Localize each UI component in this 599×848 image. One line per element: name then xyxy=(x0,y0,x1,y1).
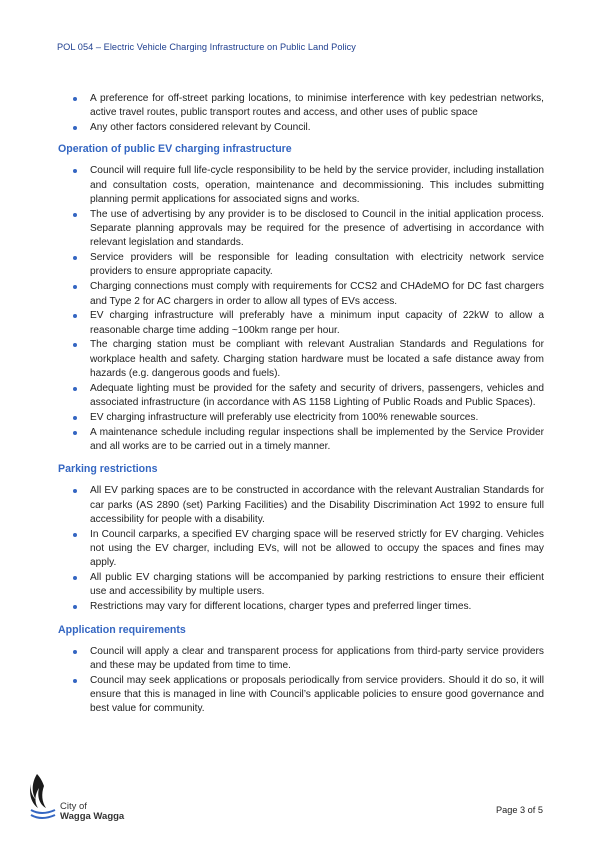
city-of-wagga-wagga-logo xyxy=(28,772,138,822)
crow-icon xyxy=(28,772,58,820)
list-item: Council may seek applications or proposals periodically from service providers. Should it do so, it will ensure that this is managed in line with Council’s applicable policies to ensure good governance and best value for community. xyxy=(57,674,544,717)
operation-bullet-list xyxy=(57,164,544,454)
list-item: Charging connections must comply with requirements for CCS2 and CHAdeMO for DC fast chargers and Type 2 for AC chargers in order to allow all types of EVs access. xyxy=(57,280,544,309)
list-item: The use of advertising by any provider is to be disclosed to Council in the initial application process. Separate planning approvals may be required for the presence of advertising in accordance with relevant legislation and standards. xyxy=(57,208,544,251)
list-item: EV charging infrastructure will preferably use electricity from 100% renewable sources. xyxy=(57,411,544,425)
list-item: Service providers will be responsible for leading consultation with electricity network service providers to ensure appropriate capacity. xyxy=(57,251,544,280)
list-item: EV charging infrastructure will preferably have a minimum input capacity of 22kW to allow a reasonable charge time adding ~100km range per hour. xyxy=(57,309,544,338)
section-heading-operation: Operation of public EV charging infrastructure xyxy=(58,143,292,156)
list-item: The charging station must be compliant with relevant Australian Standards and Regulations for workplace health and safety. Charging station hardware must be located a safe distance away from hazards (e.g. dangerous goods and fuels). xyxy=(57,338,544,381)
list-item: Any other factors considered relevant by Council. xyxy=(57,121,544,135)
logo-text-city-of: City of xyxy=(60,801,87,812)
list-item: Council will require full life-cycle responsibility to be held by the service provider, including installation and consultation costs, operation, maintenance and decommissioning. This includes submitting planning permit applications for associated signs and works. xyxy=(57,164,544,207)
section-heading-parking: Parking restrictions xyxy=(58,463,158,476)
list-item: Restrictions may vary for different locations, charger types and preferred linger times. xyxy=(57,600,544,614)
document-header: POL 054 – Electric Vehicle Charging Infrastructure on Public Land Policy xyxy=(57,42,356,52)
parking-bullet-list xyxy=(57,484,544,614)
section-heading-application: Application requirements xyxy=(58,623,186,636)
list-item: A maintenance schedule including regular inspections shall be implemented by the Service Provider and all works are to be carried out in a timely manner. xyxy=(57,426,544,455)
list-item: All public EV charging stations will be accompanied by parking restrictions to ensure their efficient use and accessibility by multiple users. xyxy=(57,571,544,600)
list-item: A preference for off-street parking locations, to minimise interference with key pedestrian networks, active travel routes, public transport routes and access, and other uses of public space xyxy=(57,92,544,121)
list-item: Council will apply a clear and transparent process for applications from third-party service providers and these may be updated from time to time. xyxy=(57,645,544,674)
list-item: In Council carparks, a specified EV charging space will be reserved strictly for EV charging. Vehicles not using the EV charger, including EVs, will not be allowed to occupy the spaces and fines may apply. xyxy=(57,528,544,571)
document-body xyxy=(57,92,544,717)
application-bullet-list xyxy=(57,645,544,717)
intro-bullet-list xyxy=(57,92,544,135)
logo-text-wagga-wagga: Wagga Wagga xyxy=(60,811,125,822)
list-item: Adequate lighting must be provided for the safety and security of drivers, passengers, vehicles and associated infrastructure (in accordance with AS 1158 Lighting of Public Roads and Public Spaces). xyxy=(57,382,544,411)
list-item: All EV parking spaces are to be constructed in accordance with the relevant Australian Standards for car parks (AS 2890 (set) Parking Facilities) and the Disability Discrimination Act 1992 to ensure full accessibility for people with a disability. xyxy=(57,484,544,527)
page-number: Page 3 of 5 xyxy=(496,805,543,815)
